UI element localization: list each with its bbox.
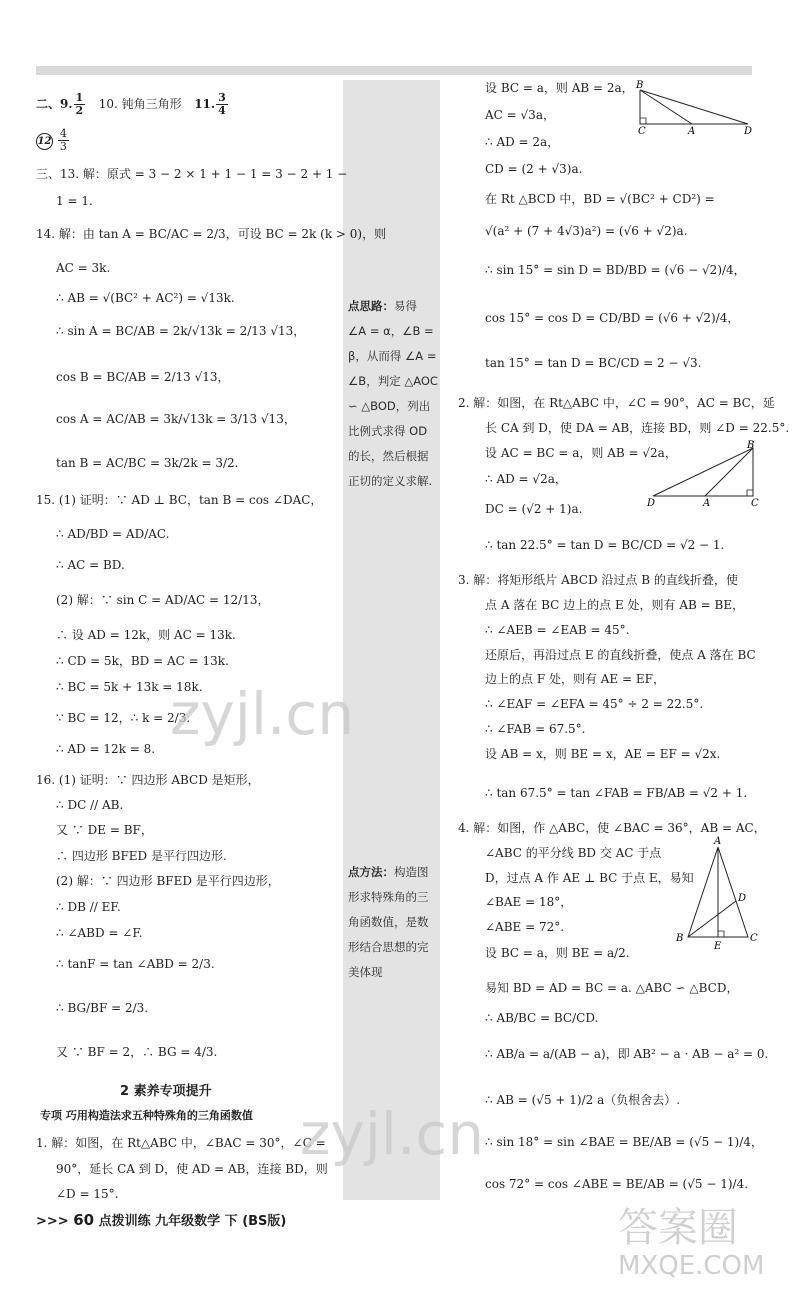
answer-line-9-11: 二、9. $\frac{1}{2}$ 10. 钝角三角形 11. $\frac{3}{4}$	[36, 91, 226, 117]
figure-isosceles-36	[672, 835, 772, 955]
svg-text:A: A	[703, 498, 711, 509]
section-title: 2 素养专项提升	[120, 1084, 212, 1099]
svg-text:C: C	[638, 126, 646, 136]
text-line: 4. 解：如图，作 △ABC，使 ∠BAC = 36°，AB = AC，	[458, 821, 766, 835]
text-line: ∴ 设 AD = 12k，则 AC = 13k.	[56, 628, 236, 642]
svg-text:C: C	[751, 498, 759, 509]
text-line: 三、13. 解：原式 = 3 − 2 × 1 + 1 − 1 = 3 − 2 + 1 −	[36, 167, 348, 181]
text-line: 点 A 落在 BC 边上的点 E 处，则有 AB = BE，	[485, 598, 745, 612]
note-think-heading: 点思路：	[348, 299, 394, 313]
special-topic-heading: 专项 巧用构造法求五种特殊角的三角函数值	[40, 1109, 253, 1122]
text-line: 2. 解：如图，在 Rt△ABC 中，∠C = 90°，AC = BC，延	[458, 396, 775, 410]
text-line: ∠ABE = 72°.	[485, 920, 565, 934]
text-line: 90°，延长 CA 到 D，使 AD = AB，连接 BD，则	[56, 1162, 328, 1176]
watermark-answer-circle: 答案圈	[618, 1205, 738, 1251]
text-line: ∴ tanF = tan ∠ABD = 2/3.	[56, 957, 215, 971]
text-line: 又 ∵ DE = BF，	[56, 823, 153, 837]
text-line: ∴ AB = √(BC² + AC²) = √13k.	[56, 291, 235, 305]
text-line: 1. 解：如图，在 Rt△ABC 中，∠BAC = 30°，∠C =	[36, 1136, 326, 1150]
text-line: DC = (√2 + 1)a.	[485, 502, 583, 516]
note-method	[348, 860, 438, 985]
text-line: ∴ AC = BD.	[56, 558, 125, 572]
figure-triangle-22-5	[645, 440, 765, 512]
note-think-text: 易得 ∠A = α，∠B = β，从而得 ∠A = ∠B，判定 △AOC ∽ △BOD，列出比例式求得 OD 的长，然后根据正切的定义求解.	[348, 299, 438, 488]
text-line: ∠BAE = 18°，	[485, 895, 573, 909]
text-line: cos 72° = cos ∠ABE = BE/AB = (√5 − 1)/4.	[485, 1177, 749, 1191]
svg-text:C: C	[750, 933, 758, 944]
text-line: (2) 解：∵ sin C = AD/AC = 12/13，	[56, 593, 270, 607]
text-line: AC = 3k.	[56, 261, 111, 275]
text-line: ∴ ∠ABD = ∠F.	[56, 926, 143, 940]
text-line: cos A = AC/AB = 3k/√13k = 3/13 √13，	[56, 412, 296, 426]
text-line: ∴ CD = 5k，BD = AC = 13k.	[56, 654, 229, 668]
svg-text:B: B	[747, 440, 755, 451]
text-line: cos B = BC/AB = 2/13 √13，	[56, 370, 230, 384]
svg-text:A: A	[688, 126, 696, 136]
side-note-column	[343, 80, 440, 1200]
text-line: 在 Rt △BCD 中，BD = √(BC² + CD²) =	[485, 192, 715, 206]
book-title: 点拨训练 九年级数学 下 (BS版)	[98, 1214, 287, 1229]
text-line: ∴ AB/a = a/(AB − a)，即 AB² − a · AB − a² = 0.	[485, 1047, 769, 1061]
svg-text:D: D	[647, 498, 656, 509]
text-line: ∴ AD = 12k = 8.	[56, 742, 156, 756]
text-line: 设 BC = a，则 AB = 2a，	[485, 81, 634, 95]
answer-line-12: 12 $\frac{4}{3}$	[37, 127, 67, 153]
text-line: ∴ DC // AB.	[56, 798, 124, 812]
text-line: 16. (1) 证明：∵ 四边形 ABCD 是矩形，	[36, 773, 260, 787]
top-gray-bar	[36, 66, 752, 75]
text-line: ∴ AD/BD = AD/AC.	[56, 527, 170, 541]
text-line: 3. 解：将矩形纸片 ABCD 沿过点 B 的直线折叠，使	[458, 573, 738, 587]
text-line: ∴ BC = 5k + 13k = 18k.	[56, 680, 203, 694]
text-line: 设 AC = BC = a，则 AB = √2a，	[485, 446, 677, 460]
text-line: ∴ AD = 2a，	[485, 135, 560, 149]
text-line: ∵ BC = 12，∴ k = 2/3.	[56, 711, 191, 725]
text-line: ∴ AB/BC = BC/CD.	[485, 1011, 599, 1025]
site-watermark	[618, 1205, 764, 1281]
text-line: ∴ ∠AEB = ∠EAB = 45°.	[485, 623, 630, 637]
svg-text:B: B	[676, 933, 684, 944]
text-line: √(a² + (7 + 4√3)a²) = (√6 + √2)a.	[485, 224, 688, 238]
text-line: ∴ tan 22.5° = tan D = BC/CD = √2 − 1.	[485, 538, 725, 552]
text-line: 15. (1) 证明：∵ AD ⊥ BC，tan B = cos ∠DAC，	[36, 493, 323, 507]
text-line: 又 ∵ BF = 2，∴ BG = 4/3.	[56, 1045, 218, 1059]
text-line: ∠ABC 的平分线 BD 交 AC 于点	[485, 846, 662, 860]
watermark-mid: zyjl.cn	[170, 680, 355, 748]
svg-text:A: A	[714, 836, 722, 847]
text-line: 1 = 1.	[56, 194, 93, 208]
text-line: 易知 BD = AD = BC = a. △ABC ∽ △BCD，	[485, 981, 739, 995]
text-line: D，过点 A 作 AE ⊥ BC 于点 E，易知	[485, 871, 694, 885]
text-line: 长 CA 到 D，使 DA = AB，连接 BD，则 ∠D = 22.5°.	[485, 421, 790, 435]
text-line: ∴ AB = (√5 + 1)/2 a（负根舍去）.	[485, 1093, 681, 1107]
text-line: 还原后，再沿过点 E 的直线折叠，使点 A 落在 BC	[485, 648, 756, 662]
text-line: ∠D = 15°.	[56, 1187, 119, 1201]
figure-triangle-bcd	[630, 78, 760, 136]
svg-text:E: E	[714, 941, 722, 952]
note-method-text: 构造图形求特殊角的三角函数值，是数形结合思想的完美体现	[348, 865, 429, 979]
text-line: ∴ sin 15° = sin D = BD/BD = (√6 − √2)/4，	[485, 263, 746, 277]
text-line: (2) 解：∵ 四边形 BFED 是平行四边形，	[56, 874, 280, 888]
svg-text:D: D	[738, 893, 747, 904]
text-line: cos 15° = cos D = CD/BD = (√6 + √2)/4，	[485, 311, 740, 325]
text-line: tan 15° = tan D = BC/CD = 2 − √3.	[485, 356, 702, 370]
text-line: ∴ sin 18° = sin ∠BAE = BE/AB = (√5 − 1)/4，	[485, 1135, 763, 1149]
text-line: ∴ ∠FAB = 67.5°.	[485, 722, 586, 736]
page-footer	[36, 1210, 286, 1229]
watermark-bottom: zyjl.cn	[300, 1100, 485, 1168]
text-line: AC = √3a，	[485, 108, 555, 122]
note-think	[348, 294, 438, 494]
note-method-heading: 点方法：	[348, 865, 394, 879]
text-line: 14. 解：由 tan A = BC/AC = 2/3，可设 BC = 2k (k > 0)，则	[36, 227, 387, 241]
text-line: tan B = AC/BC = 3k/2k = 3/2.	[56, 456, 239, 470]
text-line: ∴ DB // EF.	[56, 900, 121, 914]
svg-text:D: D	[744, 126, 753, 136]
text-line: ∴ 四边形 BFED 是平行四边形.	[56, 849, 227, 863]
text-line: ∴ tan 67.5° = tan ∠FAB = FB/AB = √2 + 1.	[485, 786, 748, 800]
text-line: ∴ sin A = BC/AB = 2k/√13k = 2/13 √13，	[56, 324, 306, 338]
text-line: 设 BC = a，则 BE = a/2.	[485, 946, 630, 960]
footer-arrows: >>>	[36, 1214, 69, 1229]
text-line: CD = (2 + √3)a.	[485, 162, 583, 176]
text-line: ∴ ∠EAF = ∠EFA = 45° ÷ 2 = 22.5°.	[485, 697, 704, 711]
text-line: 设 AB = x，则 BE = x，AE = EF = √2x.	[485, 747, 721, 761]
page-number: 60	[73, 1211, 95, 1229]
watermark-mxqe: MXQE.COM	[618, 1251, 765, 1281]
text-line: 边上的点 F 处，则有 AE = EF，	[485, 672, 665, 686]
text-line: ∴ BG/BF = 2/3.	[56, 1001, 149, 1015]
svg-text:B: B	[636, 80, 644, 91]
text-line: ∴ AD = √2a，	[485, 472, 567, 486]
